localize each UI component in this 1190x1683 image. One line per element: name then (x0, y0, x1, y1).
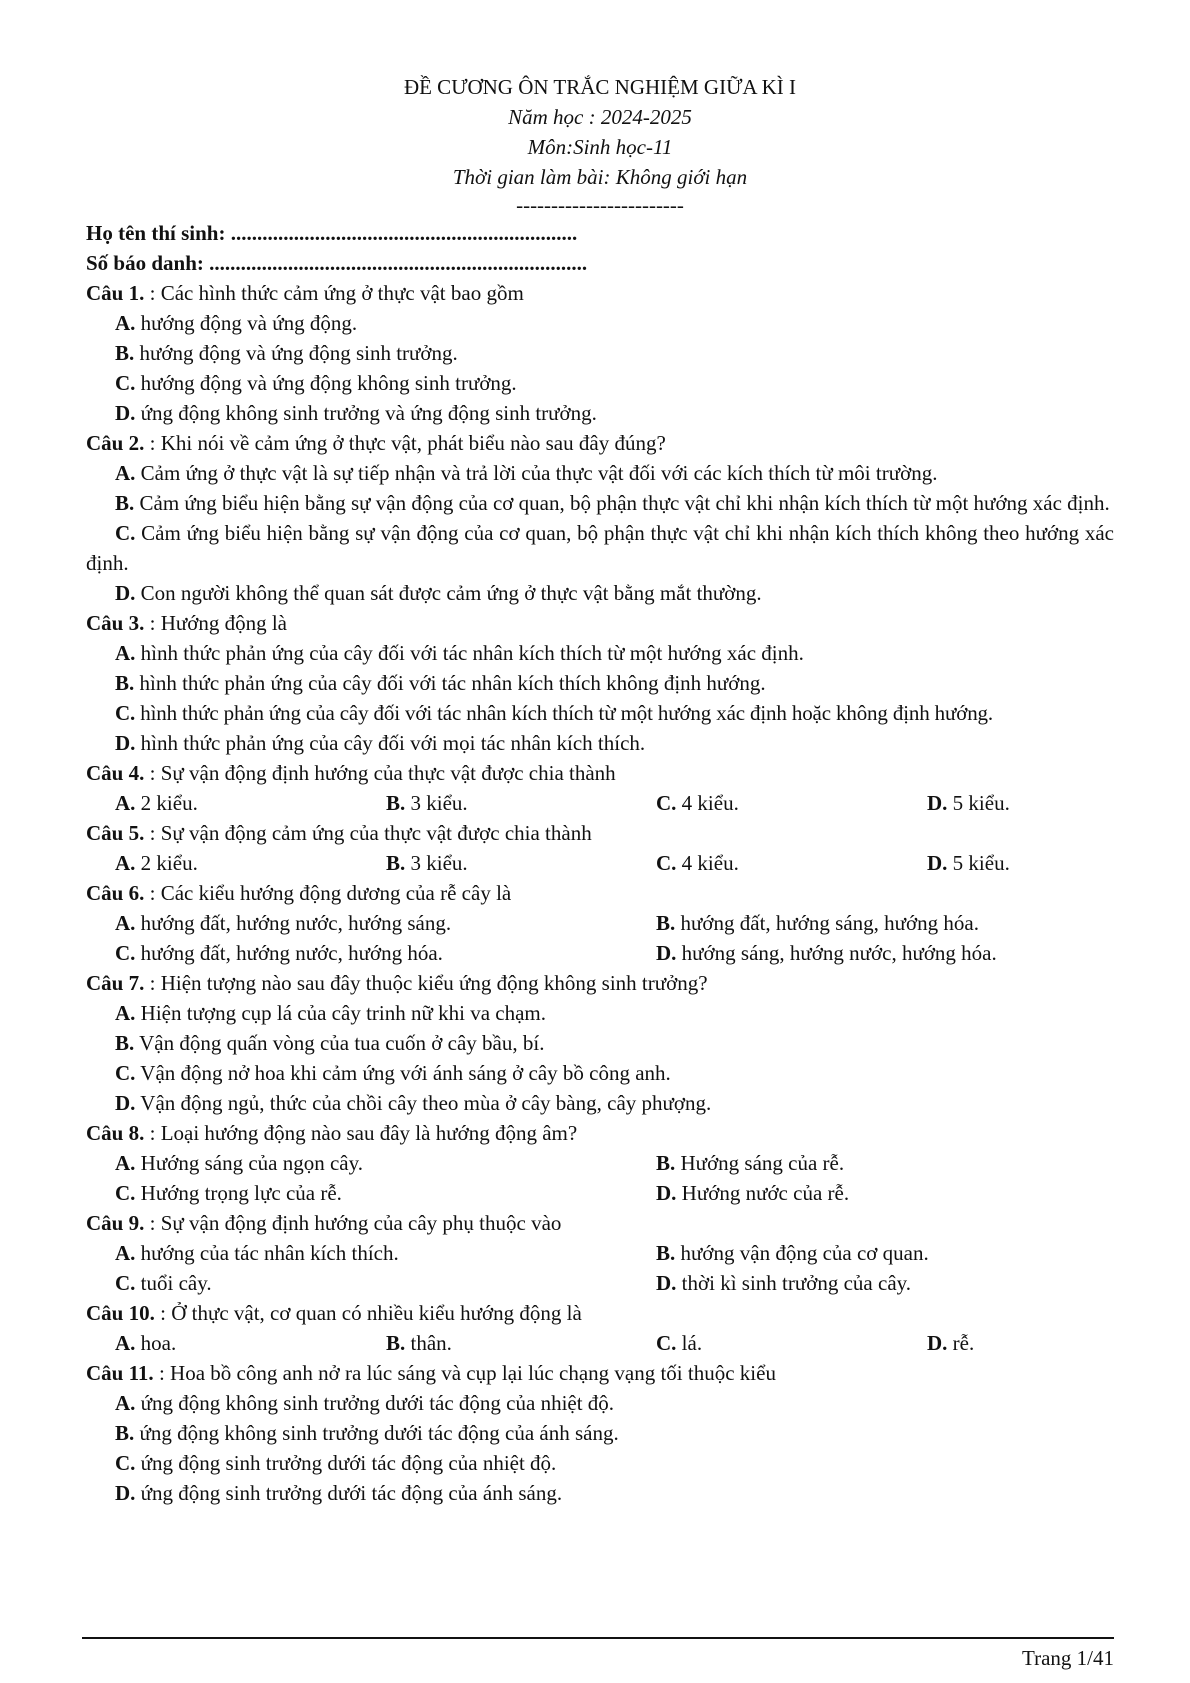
question-number: Câu 6. (86, 881, 145, 905)
option (656, 848, 927, 878)
option-key: A. (115, 1001, 136, 1025)
option-key: C. (115, 941, 136, 965)
question-text: : Sự vận động định hướng của cây phụ thuộc vào (144, 1211, 562, 1235)
option-key: A. (115, 1331, 136, 1355)
question-number: Câu 7. (86, 971, 145, 995)
option-text: 2 kiểu. (135, 791, 198, 815)
options-row (86, 848, 1114, 878)
option (86, 398, 1114, 428)
options-row (86, 908, 1114, 938)
option-text: Cảm ứng ở thực vật là sự tiếp nhận và trả lời của thực vật đối với các kích thích từ môi trường. (135, 461, 938, 485)
option-text: hướng đất, hướng sáng, hướng hóa. (675, 911, 979, 935)
option (386, 788, 656, 818)
option (86, 578, 1114, 608)
option-text: Hướng sáng của ngọn cây. (135, 1151, 363, 1175)
question-text: : Loại hướng động nào sau đây là hướng động âm? (144, 1121, 578, 1145)
option (656, 908, 1143, 938)
option-key: D. (115, 1481, 136, 1505)
option-key: D. (115, 731, 136, 755)
option-text: hướng động và ứng động. (135, 311, 358, 335)
option (927, 1328, 1143, 1358)
option (86, 1388, 1114, 1418)
option (115, 1148, 656, 1178)
option (86, 728, 1114, 758)
options-row (86, 1268, 1114, 1298)
question-text: : Hiện tượng nào sau đây thuộc kiểu ứng động không sinh trưởng? (144, 971, 708, 995)
option (86, 1418, 1114, 1448)
option-text: lá. (676, 1331, 703, 1355)
option-text: Cảm ứng biểu hiện bằng sự vận động của cơ quan, bộ phận thực vật chỉ khi nhận kích thích không theo hướng xác định. (86, 521, 1114, 575)
options-row (86, 1238, 1114, 1268)
option-text: 5 kiểu. (947, 791, 1010, 815)
option-text: ứng động sinh trưởng dưới tác động của ánh sáng. (135, 1481, 563, 1505)
option-text: rễ. (947, 1331, 975, 1355)
option-key: A. (115, 1241, 136, 1265)
option (86, 1088, 1114, 1118)
option (115, 1238, 656, 1268)
options-row (86, 788, 1114, 818)
option-text: Con người không thể quan sát được cảm ứng ở thực vật bằng mắt thường. (135, 581, 762, 605)
option-key: C. (115, 521, 136, 545)
option-text: 4 kiểu. (676, 791, 739, 815)
option (656, 1268, 1143, 1298)
option-text: Hướng trọng lực của rễ. (135, 1181, 342, 1205)
question (86, 608, 1114, 638)
question-text: : Khi nói về cảm ứng ở thực vật, phát biểu nào sau đây đúng? (144, 431, 666, 455)
option-key: B. (386, 851, 406, 875)
options-row (86, 1178, 1114, 1208)
option-key: B. (386, 1331, 406, 1355)
option (115, 1328, 386, 1358)
option-text: ứng động không sinh trưởng dưới tác động của nhiệt độ. (135, 1391, 615, 1415)
option-text: hướng đất, hướng nước, hướng sáng. (135, 911, 452, 935)
option-key: B. (115, 671, 135, 695)
option-key: B. (115, 1031, 135, 1055)
option-text: Vận động nở hoa khi cảm ứng với ánh sáng ở cây bồ công anh. (135, 1061, 671, 1085)
options-row (86, 1148, 1114, 1178)
option (115, 908, 656, 938)
option-key: B. (115, 1421, 135, 1445)
option-text: hình thức phản ứng của cây đối với mọi tác nhân kích thích. (135, 731, 646, 755)
option-key: D. (115, 1091, 136, 1115)
option (656, 1148, 1143, 1178)
question-text: : Hướng động là (144, 611, 288, 635)
option (115, 848, 386, 878)
option-text: hướng vận động của cơ quan. (675, 1241, 929, 1265)
option (115, 938, 656, 968)
option (86, 668, 1114, 698)
page-number: Trang 1/41 (1022, 1646, 1114, 1670)
option-text: thân. (405, 1331, 452, 1355)
option-key: A. (115, 641, 136, 665)
option-text: tuổi cây. (135, 1271, 212, 1295)
option-key: C. (115, 1271, 136, 1295)
question-number: Câu 10. (86, 1301, 155, 1325)
document-title: ĐỀ CƯƠNG ÔN TRẮC NGHIỆM GIỮA KÌ I (403, 75, 797, 99)
option (86, 458, 1114, 488)
question-text: : Sự vận động cảm ứng của thực vật được chia thành (144, 821, 592, 845)
option-text: ứng động sinh trưởng dưới tác động của nhiệt độ. (135, 1451, 557, 1475)
option (656, 1178, 1143, 1208)
header-divider: ------------------------ (516, 193, 684, 217)
option-text: 4 kiểu. (676, 851, 739, 875)
option (115, 788, 386, 818)
option-key: A. (115, 461, 136, 485)
question-number: Câu 4. (86, 761, 145, 785)
option-key: C. (656, 791, 677, 815)
option-text: Hướng nước của rễ. (676, 1181, 850, 1205)
question-text: : Hoa bồ công anh nở ra lúc sáng và cụp lại lúc chạng vạng tối thuộc kiểu (153, 1361, 776, 1385)
option-key: D. (656, 1271, 677, 1295)
option-key: C. (656, 1331, 677, 1355)
option (86, 338, 1114, 368)
option-text: hình thức phản ứng của cây đối với tác nhân kích thích không định hướng. (134, 671, 766, 695)
option (386, 1328, 656, 1358)
option-key: D. (656, 941, 677, 965)
option-key: D. (927, 1331, 948, 1355)
option-key: A. (115, 911, 136, 935)
option-text: hình thức phản ứng của cây đối với tác nhân kích thích từ một hướng xác định hoặc không định hướng. (135, 701, 994, 725)
question (86, 278, 1114, 308)
option-key: B. (656, 911, 676, 935)
option-key: D. (927, 791, 948, 815)
question (86, 818, 1114, 848)
option (115, 1178, 656, 1208)
student-id-field: Số báo danh: ........................................................................ (86, 251, 588, 275)
option (86, 998, 1114, 1028)
question (86, 968, 1114, 998)
option-key: B. (115, 491, 135, 515)
options-row (86, 938, 1114, 968)
option-key: A. (115, 1391, 136, 1415)
option-key: D. (115, 401, 136, 425)
option (115, 1268, 656, 1298)
question-text: : Sự vận động định hướng của thực vật được chia thành (144, 761, 616, 785)
question-text: : Ở thực vật, cơ quan có nhiều kiểu hướng động là (154, 1301, 582, 1325)
option-key: D. (115, 581, 136, 605)
option-text: hướng động và ứng động không sinh trưởng. (135, 371, 517, 395)
question (86, 428, 1114, 458)
option-text: thời kì sinh trưởng của cây. (676, 1271, 912, 1295)
option (927, 788, 1143, 818)
option-text: hoa. (135, 1331, 177, 1355)
question-number: Câu 9. (86, 1211, 145, 1235)
question (86, 878, 1114, 908)
option (86, 1028, 1114, 1058)
subject: Môn:Sinh học-11 (527, 135, 673, 159)
option-key: C. (656, 851, 677, 875)
option-text: hướng động và ứng động sinh trưởng. (134, 341, 458, 365)
option-text: 5 kiểu. (947, 851, 1010, 875)
option (86, 638, 1114, 668)
option-key: C. (115, 701, 136, 725)
question (86, 1298, 1114, 1328)
option-text: Vận động quấn vòng của tua cuốn ở cây bầu, bí. (134, 1031, 545, 1055)
question (86, 758, 1114, 788)
question-number: Câu 1. (86, 281, 145, 305)
question-text: : Các hình thức cảm ứng ở thực vật bao gồm (144, 281, 524, 305)
option-text: 3 kiểu. (405, 851, 468, 875)
option-key: B. (656, 1241, 676, 1265)
option-key: A. (115, 1151, 136, 1175)
option (386, 848, 656, 878)
question-number: Câu 8. (86, 1121, 145, 1145)
option-key: A. (115, 791, 136, 815)
option-text: Hiện tượng cụp lá của cây trinh nữ khi va chạm. (135, 1001, 546, 1025)
question (86, 1118, 1114, 1148)
question-number: Câu 2. (86, 431, 145, 455)
option-text: Vận động ngủ, thức của chồi cây theo mùa ở cây bàng, cây phượng. (135, 1091, 712, 1115)
option (656, 1328, 927, 1358)
question-text: : Các kiểu hướng động dương của rễ cây là (144, 881, 512, 905)
document-page (86, 72, 1114, 1508)
question (86, 1208, 1114, 1238)
option (86, 1478, 1114, 1508)
option-key: B. (386, 791, 406, 815)
option-text: Cảm ứng biểu hiện bằng sự vận động của cơ quan, bộ phận thực vật chỉ khi nhận kích thích từ một hướng xác định. (134, 491, 1110, 515)
option-text: hình thức phản ứng của cây đối với tác nhân kích thích từ một hướng xác định. (135, 641, 804, 665)
option (656, 938, 1143, 968)
option-key: A. (115, 851, 136, 875)
option (86, 308, 1114, 338)
option-key: D. (927, 851, 948, 875)
option (86, 368, 1114, 398)
document-header (86, 72, 1114, 218)
option-key: B. (115, 341, 135, 365)
option (86, 488, 1114, 518)
option-key: D. (656, 1181, 677, 1205)
option (86, 1448, 1114, 1478)
option (927, 848, 1143, 878)
option-text: hướng của tác nhân kích thích. (135, 1241, 399, 1265)
options-row (86, 1328, 1114, 1358)
option-key: C. (115, 371, 136, 395)
option-text: 2 kiểu. (135, 851, 198, 875)
school-year: Năm học : 2024-2025 (508, 105, 692, 129)
option-key: A. (115, 311, 136, 335)
question-number: Câu 11. (86, 1361, 154, 1385)
option-key: C. (115, 1061, 136, 1085)
footer-divider (82, 1637, 1114, 1639)
option-text: hướng sáng, hướng nước, hướng hóa. (676, 941, 997, 965)
time-limit: Thời gian làm bài: Không giới hạn (452, 165, 748, 189)
question (86, 1358, 1114, 1388)
option (86, 1058, 1114, 1088)
option (86, 518, 1114, 578)
option-key: B. (656, 1151, 676, 1175)
option-key: C. (115, 1181, 136, 1205)
question-number: Câu 3. (86, 611, 145, 635)
option-text: 3 kiểu. (405, 791, 468, 815)
student-name-field: Họ tên thí sinh: .................................................................. (86, 221, 578, 245)
option-text: Hướng sáng của rễ. (675, 1151, 845, 1175)
option-text: ứng động không sinh trưởng dưới tác động của ánh sáng. (134, 1421, 619, 1445)
option-text: hướng đất, hướng nước, hướng hóa. (135, 941, 443, 965)
option (656, 788, 927, 818)
option (656, 1238, 1143, 1268)
option (86, 698, 1114, 728)
option-key: C. (115, 1451, 136, 1475)
option-text: ứng động không sinh trưởng và ứng động sinh trưởng. (135, 401, 597, 425)
question-number: Câu 5. (86, 821, 145, 845)
